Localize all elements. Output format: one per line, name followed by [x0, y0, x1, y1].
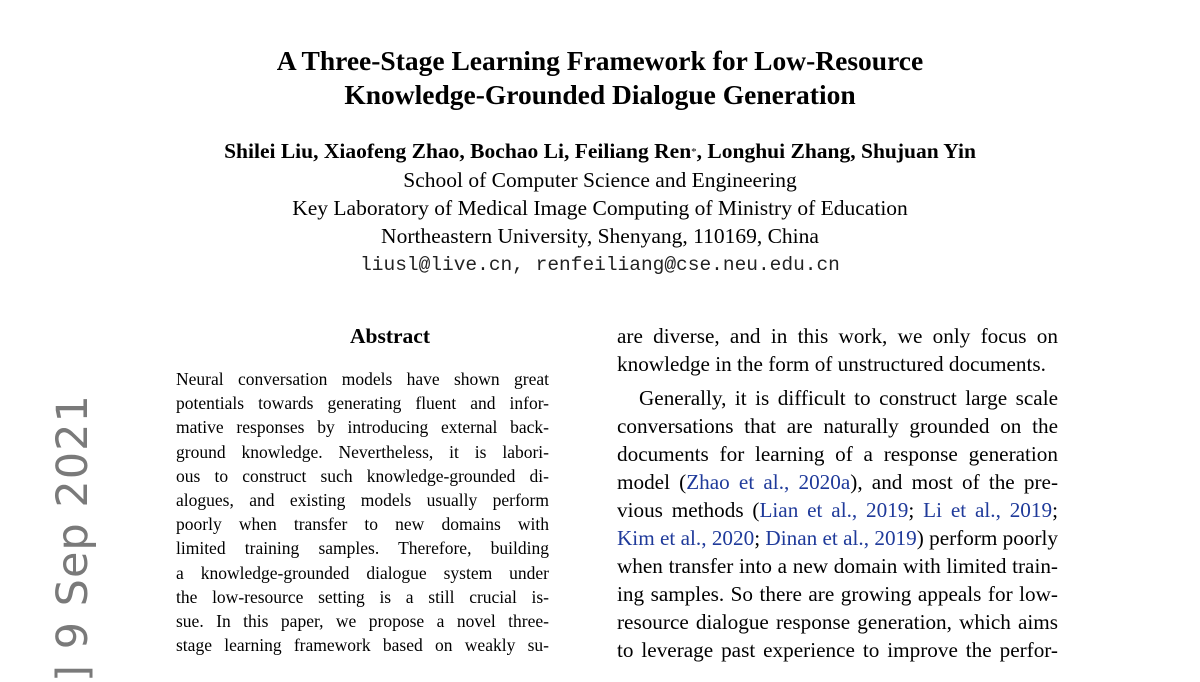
authors-part-2: , Longhui Zhang, Shujuan Yin [696, 139, 976, 163]
abstract-body [176, 367, 549, 657]
body-line: knowledge in the form of unstructured documents. [617, 352, 1046, 376]
corresponding-author-mark: * [691, 146, 697, 158]
title-line-1: A Three-Stage Learning Framework for Low-Resource [276, 45, 924, 76]
text-run: ; [754, 526, 766, 550]
citation-link[interactable]: Kim et al., 2020 [617, 526, 755, 550]
abstract-line: mative responses by introducing external back- [176, 417, 549, 438]
affiliation-line-2: Key Laboratory of Medical Image Computing of Ministry of Education [292, 196, 908, 220]
text-run: ) perform poorly [916, 526, 1058, 550]
citation-link[interactable]: Dinan et al., 2019 [765, 526, 917, 550]
affiliation-line-1: School of Computer Science and Engineering [403, 168, 797, 192]
affiliation-line-3: Northeastern University, Shenyang, 110169, China [381, 224, 819, 248]
text-run: ; [1052, 498, 1058, 522]
body-line [617, 468, 1058, 496]
body-line [617, 496, 1058, 524]
abstract-heading: Abstract [349, 324, 430, 348]
abstract-line: poorly when transfer to new domains with [176, 514, 549, 535]
body-line: to leverage past experience to improve the perfor- [617, 638, 1058, 662]
paper-title [0, 44, 1200, 112]
title-line-2: Knowledge-Grounded Dialogue Generation [344, 79, 856, 110]
body-line: when transfer into a new domain with limited train- [617, 554, 1058, 578]
text-run: ), and most of the pre- [850, 470, 1058, 494]
body-line: Generally, it is difficult to construct large scale [639, 386, 1058, 410]
right-column-body [617, 322, 1058, 664]
text-run: ; [908, 498, 924, 522]
body-line: resource dialogue response generation, which aims [617, 610, 1058, 634]
abstract-line: Neural conversation models have shown great [176, 369, 549, 389]
body-line: documents for learning of a response generation [617, 442, 1058, 466]
text-run: model ( [617, 470, 687, 494]
citation-link[interactable]: Lian et al., 2019 [759, 498, 909, 522]
affiliation [0, 166, 1200, 250]
authors-part-1: Shilei Liu, Xiaofeng Zhao, Bochao Li, Feiliang Ren [224, 139, 692, 163]
author-list [0, 137, 1200, 165]
text-run: vious methods ( [617, 498, 760, 522]
abstract-line: ous to construct such knowledge-grounded di- [176, 465, 549, 486]
body-line: are diverse, and in this work, we only focus on [617, 324, 1058, 348]
abstract-line: stage learning framework based on weakly su- [176, 635, 549, 656]
abstract-line: the low-resource setting is a still crucial is- [176, 586, 549, 607]
arxiv-sidebar-stamp: ] 9 Sep 2021 [48, 394, 98, 682]
abstract-line: potentials towards generating fluent and infor- [176, 393, 549, 414]
abstract-line: ground knowledge. Nevertheless, it is labori- [176, 441, 549, 462]
abstract-line: a knowledge-grounded dialogue system under [176, 562, 549, 583]
body-line [617, 524, 1058, 552]
citation-link[interactable]: Li et al., 2019 [923, 498, 1053, 522]
body-line: ing samples. So there are growing appeals for low- [617, 582, 1058, 606]
body-line: conversations that are naturally grounded on the [617, 414, 1058, 438]
author-emails: liusl@live.cn, renfeiliang@cse.neu.edu.cn [360, 254, 840, 276]
abstract-line: alogues, and existing models usually perform [176, 490, 549, 511]
abstract-line: limited training samples. Therefore, building [176, 538, 549, 559]
abstract-line: sue. In this paper, we propose a novel three- [176, 611, 549, 632]
citation-link[interactable]: Zhao et al., 2020a [686, 470, 851, 494]
